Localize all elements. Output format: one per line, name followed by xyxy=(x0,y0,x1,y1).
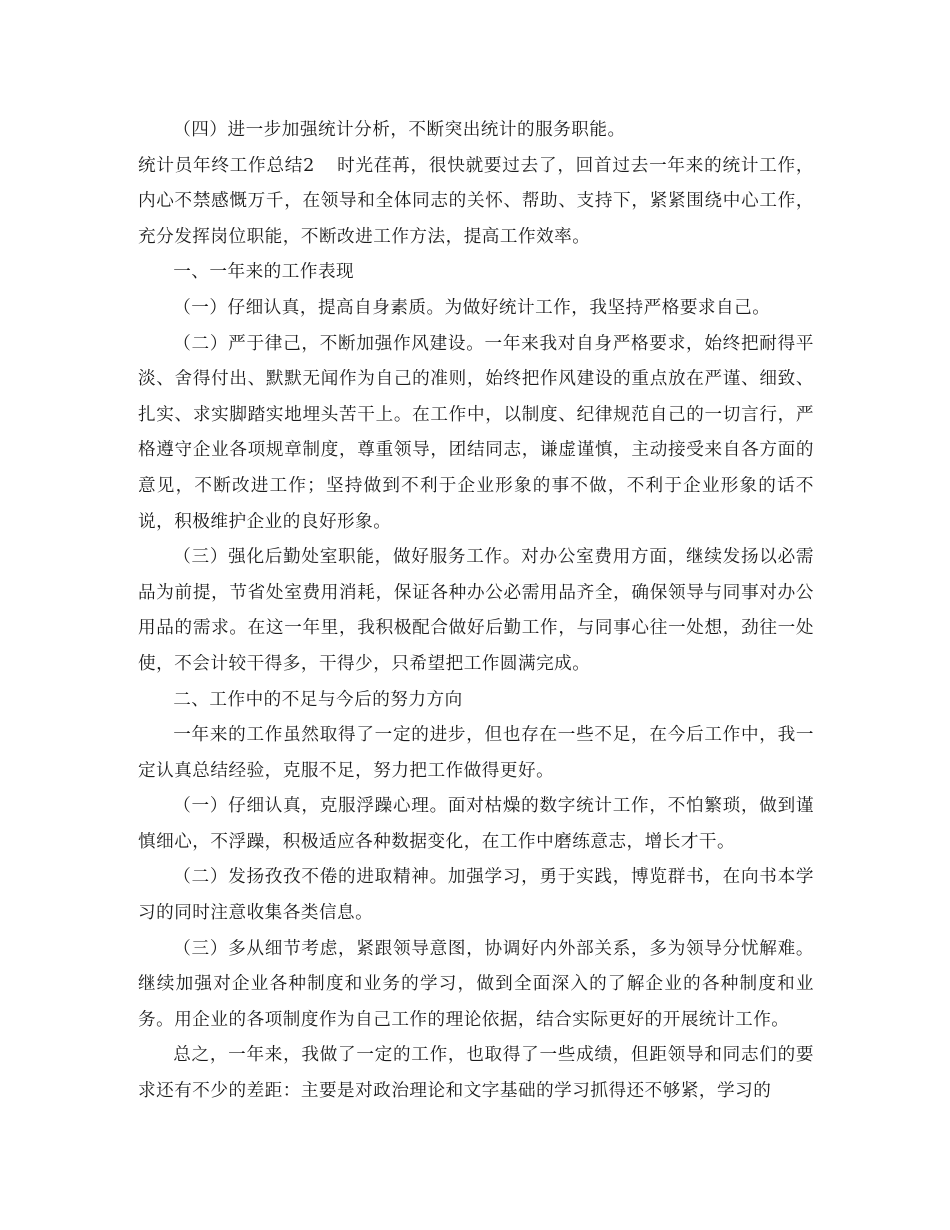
section-heading-shortcomings: 二、工作中的不足与今后的努力方向 xyxy=(173,689,463,710)
paragraph-item-1: （一）仔细认真，提高自身素质。为做好统计工作，我坚持严格要求自己。 xyxy=(173,297,771,318)
paragraph-item-2: （二）严于律己，不断加强作风建设。一年来我对自身严格要求，始终把耐得平淡、舍得付出、默默无闻作为自己的准则，始终把作风建设的重点放在严谨、细致、扎实、求实脚踏实地埋头苦干上。在工作中，以制度、纪律规范自己的一切言行，严格遵守企业各项规章制度，尊重领导，团结同志，谦虚谨慎，主动接受来自各方面的意见，不断改进工作；坚持做到不利于企业形象的事不做，不利于企业形象的话不说，积极维护企业的良好形象。 xyxy=(138,333,814,532)
paragraph-improvement-1: （一）仔细认真，克服浮躁心理。面对枯燥的数字统计工作，不怕繁琐，做到谨慎细心，不浮躁，积极适应各种数据变化，在工作中磨练意志，增长才干。 xyxy=(138,796,814,852)
paragraph-summary-intro xyxy=(138,149,814,256)
paragraph-item-3: （三）强化后勤处室职能，做好服务工作。对办公室费用方面，继续发扬以必需品为前提，节省处室费用消耗，保证各种办公必需用品齐全，确保领导与同事对办公用品的需求。在这一年里，我积极配合做好后勤工作，与同事心往一处想，劲往一处使，不会计较干得多，干得少，只希望把工作圆满完成。 xyxy=(138,547,814,674)
section-heading-performance: 一、一年来的工作表现 xyxy=(173,262,355,283)
paragraph-improvement-3: （三）多从细节考虑，紧跟领导意图，协调好内外部关系，多为领导分忧解难。继续加强对企业各种制度和业务的学习，做到全面深入的了解企业的各种制度和业务。用企业的各项制度作为自己工作的理论依据，结合实际更好的开展统计工作。 xyxy=(138,938,814,1030)
paragraph-section-four: （四）进一步加强统计分析，不断突出统计的服务职能。 xyxy=(173,120,626,140)
summary-intro-text: 时光荏苒，很快就要过去了，回首过去一年来的统计工作，内心不禁感慨万千，在领导和全体同志的关怀、帮助、支持下，紧紧围绕中心工作，充分发挥岗位职能，不断改进工作方法，提高工作效率。 xyxy=(138,155,814,247)
paragraph-shortcomings-intro: 一年来的工作虽然取得了一定的进步，但也存在一些不足，在今后工作中，我一定认真总结经验，克服不足，努力把工作做得更好。 xyxy=(138,725,814,781)
summary-title: 统计员年终工作总结2 xyxy=(138,155,315,176)
paragraph-conclusion: 总之，一年来，我做了一定的工作，也取得了一些成绩，但距领导和同志们的要求还有不少的差距：主要是对政治理论和文字基础的学习抓得还不够紧，学习的 xyxy=(138,1045,814,1102)
paragraph-improvement-2: （二）发扬孜孜不倦的进取精神。加强学习，勇于实践，博览群书，在向书本学习的同时注意收集各类信息。 xyxy=(138,867,814,924)
document-body xyxy=(138,113,814,1110)
